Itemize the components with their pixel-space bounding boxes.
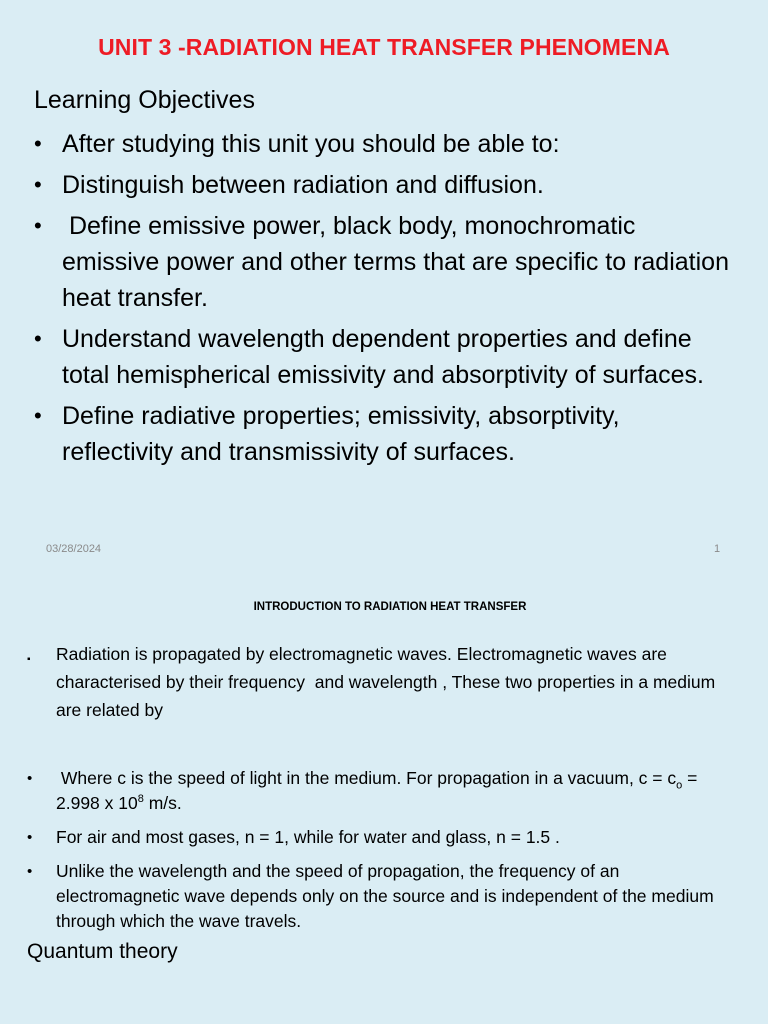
slide-page-number: 1 — [714, 543, 721, 555]
speed-of-light-text: Where c is the speed of light in the medium. For propagation in a vacuum, $c = c_o = 2.998$ x $10^8$ m/s. — [56, 768, 703, 813]
section-title: INTRODUCTION TO RADIATION HEAT TRANSFER — [253, 601, 527, 613]
square-bullet-icon: ▪ — [27, 654, 31, 665]
intro-list — [27, 640, 743, 724]
objectives-list — [34, 126, 734, 475]
quantum-theory-heading: Quantum theory — [27, 940, 178, 963]
slide-date: 03/28/2024 — [46, 543, 102, 555]
bullet-icon: • — [34, 172, 42, 197]
list-item: • Define radiative properties; emissivity, absorptivity, reflectivity and transmissivity of surfaces. — [34, 398, 734, 470]
learning-objectives-heading: Learning Objectives — [34, 86, 255, 114]
list-item: • Define emissive power, black body, monochromatic emissive power and other terms that are specific to radiation heat transfer. — [34, 208, 734, 316]
slide-2 — [0, 570, 768, 1024]
bullet-icon: • — [34, 326, 42, 351]
list-item: • For air and most gases, n = 1, while for water and glass, n = 1.5 . — [27, 825, 743, 850]
details-list — [27, 766, 743, 943]
list-item: ▪ Radiation is propagated by electromagnetic waves. Electromagnetic waves are characterised by their frequency and wavelength , These two properties in a medium are related by — [27, 644, 721, 720]
bullet-icon: • — [27, 863, 33, 880]
bullet-icon: • — [27, 829, 33, 846]
bullet-icon: • — [34, 403, 42, 428]
list-item: • Understand wavelength dependent properties and define total hemispherical emissivity and absorptivity of surfaces. — [34, 321, 734, 393]
bullet-icon: • — [27, 770, 33, 787]
slide-title: UNIT 3 -RADIATION HEAT TRANSFER PHENOMENA — [98, 34, 670, 60]
list-item: • After studying this unit you should be able to: — [34, 126, 734, 162]
list-item: • Distinguish between radiation and diffusion. — [34, 167, 734, 203]
bullet-icon: • — [34, 131, 42, 156]
list-item — [27, 766, 743, 816]
list-item: • Unlike the wavelength and the speed of propagation, the frequency of an electromagnetic wave depends only on the source and is independent of the medium through which the wave travels. — [27, 861, 714, 931]
bullet-icon: • — [34, 213, 42, 238]
